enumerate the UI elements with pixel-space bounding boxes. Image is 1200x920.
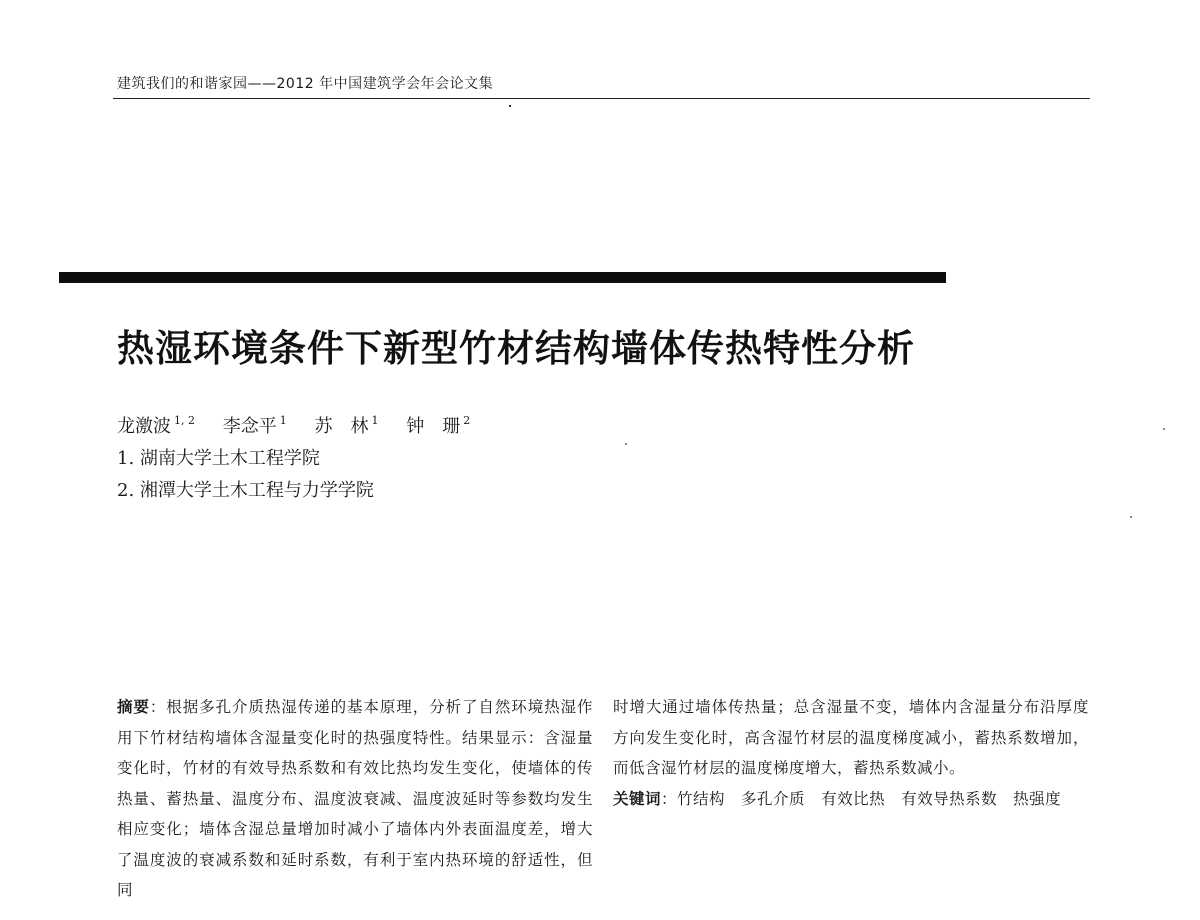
paper-title: 热湿环境条件下新型竹材结构墙体传热特性分析 xyxy=(117,327,915,370)
abstract-label: 摘要 xyxy=(117,697,150,716)
header-mark xyxy=(509,105,511,107)
scan-speck xyxy=(625,443,627,445)
scan-speck xyxy=(1163,428,1165,430)
header-rule xyxy=(113,98,1090,99)
author-name: 李念平 xyxy=(222,416,277,437)
author-affil: 1 xyxy=(371,414,379,427)
keyword: 竹结构 xyxy=(677,789,726,808)
author xyxy=(314,416,378,437)
author-affil: 2 xyxy=(463,414,471,427)
author xyxy=(117,416,195,437)
author xyxy=(406,416,470,437)
scan-speck xyxy=(1130,516,1132,518)
keyword: 有效比热 xyxy=(821,789,886,808)
affiliation-2: 2. 湘潭大学土木工程与力学学院 xyxy=(117,480,374,501)
affiliation-1: 1. 湖南大学土木工程学院 xyxy=(117,448,320,469)
title-bar xyxy=(59,272,946,283)
author xyxy=(223,416,287,437)
running-header: 建筑我们的和谐家园——2012 年中国建筑学会年会论文集 xyxy=(117,76,494,92)
abstract-text-left: 根据多孔介质热湿传递的基本原理，分析了自然环境热湿作用下竹材结构墙体含湿量变化时的热强度特性。结果显示：含湿量变化时，竹材的有效导热系数和有效比热均发生变化，使墙体的传热量、蓄热量、温度分布、温度波衰减、温度波延时等参数均发生相应变化；墙体含湿总量增加时减小了墙体内外表面温度差，增大了温度波的衰减系数和延时系数，有利于室内热环境的舒适性，但同 xyxy=(117,698,593,899)
author-list xyxy=(117,412,492,438)
abstract-label-sep: ： xyxy=(149,698,167,716)
abstract-text-right: 时增大通过墙体传热量；总含湿量不变，墙体内含湿量分布沿厚度方向发生变化时，高含湿竹材层的温度梯度减小，蓄热系数增加，而低含湿竹材层的温度梯度增大，蓄热系数减小。 xyxy=(613,698,1089,777)
author-affil: 1, 2 xyxy=(174,414,195,427)
keywords-label: 关键词 xyxy=(613,788,662,808)
author-name: 钟 珊 xyxy=(406,416,461,437)
author-name: 龙激波 xyxy=(117,416,171,437)
author-name: 苏 林 xyxy=(314,416,369,437)
keywords-label-sep: ： xyxy=(661,789,678,808)
abstract-column-right xyxy=(613,692,1089,814)
abstract-column-left xyxy=(117,692,593,906)
keywords-line xyxy=(613,784,1089,815)
author-affil: 1 xyxy=(279,414,287,427)
keyword: 有效导热系数 xyxy=(901,789,998,808)
keyword: 多孔介质 xyxy=(741,789,806,808)
keyword: 热强度 xyxy=(1013,789,1062,808)
